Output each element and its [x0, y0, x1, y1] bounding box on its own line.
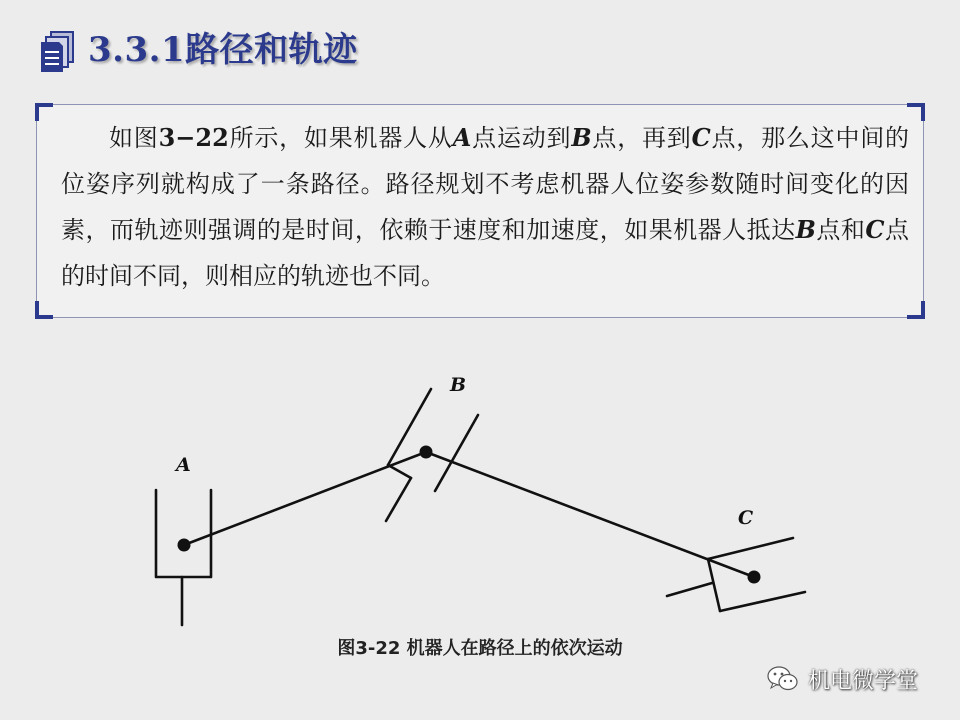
point-b-dot: [420, 446, 433, 459]
paragraph-segment: 3−22: [158, 123, 229, 152]
paragraph-segment: 点的时间不同，则相应的轨迹也不同。: [61, 216, 910, 290]
watermark: [766, 664, 918, 694]
paragraph-segment: 点，再到: [591, 124, 692, 152]
point-a-dot: [178, 539, 191, 552]
frame-corner: [907, 103, 925, 121]
point-c-dot: [748, 571, 761, 584]
gripper-b-shaft: [386, 478, 411, 521]
paragraph-segment: B: [571, 123, 592, 152]
label-c: C: [738, 507, 754, 529]
body-paragraph: [61, 115, 909, 299]
paragraph-segment: 所示，如果机器人从: [228, 124, 453, 152]
paragraph-segment: 点和: [815, 216, 866, 244]
gripper-c-finger-top: [708, 538, 793, 559]
page-title: 3.3.1路径和轨迹: [88, 30, 358, 70]
gripper-c-finger-bottom: [720, 592, 805, 611]
document-icon: [40, 30, 76, 74]
paragraph-segment: C: [691, 123, 711, 152]
figure-caption: 图3-22 机器人在路径上的依次运动: [337, 638, 623, 659]
gripper-c-base: [708, 559, 720, 611]
paragraph-segment: 点，那么这中间的位姿序列就构成了一条路径。路径规划不考虑机器人位姿参数随时间变化的因素，而轨迹则强调的是时间，依赖于速度和加速度，如果机器人抵达: [61, 124, 910, 244]
gripper-a: [156, 490, 211, 577]
label-a: A: [176, 454, 191, 476]
frame-corner: [35, 301, 53, 319]
frame-corner: [35, 103, 53, 121]
text-frame: [36, 104, 924, 318]
path-diagram: [0, 330, 960, 640]
paragraph-segment: B: [795, 215, 816, 244]
wechat-icon: [766, 665, 800, 693]
paragraph-segment: 如图: [109, 124, 159, 152]
label-b: B: [450, 374, 467, 396]
paragraph-segment: 点运动到: [471, 124, 572, 152]
gripper-c-shaft: [667, 583, 712, 596]
gripper-b-base: [388, 465, 411, 478]
paragraph-segment: C: [865, 215, 885, 244]
watermark-text: 机电微学堂: [808, 668, 919, 694]
path-line: [184, 452, 754, 577]
paragraph-segment: A: [452, 123, 472, 152]
frame-corner: [907, 301, 925, 319]
gripper-b-finger-right: [435, 415, 478, 491]
